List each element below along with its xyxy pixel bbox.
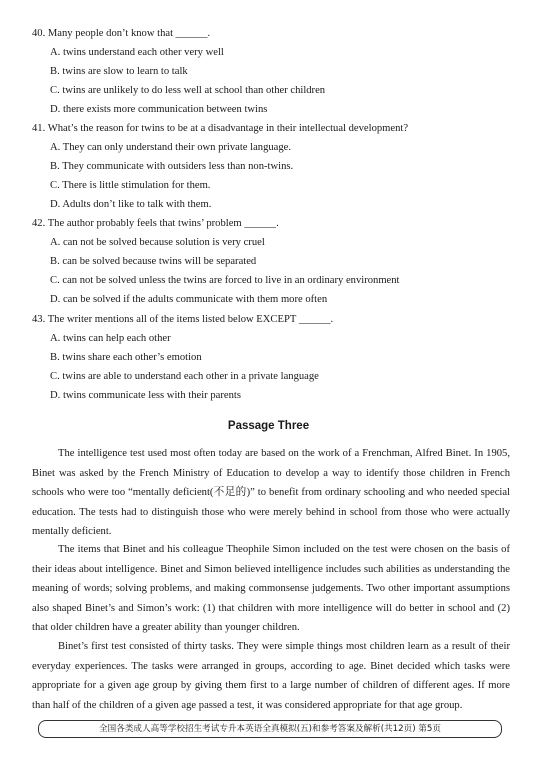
question-41-option-d: D. Adults don’t like to talk with them.: [50, 199, 212, 210]
question-43-option-a: A. twins can help each other: [50, 333, 171, 344]
question-42-stem: 42. The author probably feels that twins’ problem ______.: [32, 218, 279, 229]
question-41-option-b: B. They communicate with outsiders less than non-twins.: [50, 161, 294, 172]
question-43-option-b: B. twins share each other’s emotion: [50, 352, 202, 363]
question-40-stem: 40. Many people don’t know that ______.: [32, 28, 211, 39]
question-43-stem: 43. The writer mentions all of the items listed below EXCEPT ______.: [32, 314, 334, 325]
question-40-option-d: D. there exists more communication between twins: [50, 104, 268, 115]
question-40-option-c: C. twins are unlikely to do less well at school than other children: [50, 85, 326, 96]
question-41-option-c: C. There is little stimulation for them.: [50, 180, 211, 191]
question-42-option-c: C. can not be solved unless the twins are forced to live in an ordinary environment: [50, 275, 400, 286]
passage-paragraph-1: The intelligence test used most often today are based on the work of a Frenchman, Alfred Binet. In 1905, Binet was asked by the French Ministry of Education to develop a way to identify those children in French schools who were too “mentally deficient(不足的)” to benefit from ordinary schooling and who needed special education. The tests had to distinguish those who were merely behind in school from those who were actually mentally deficient.: [32, 448, 510, 537]
question-40-option-a: A. twins understand each other very well: [50, 47, 224, 58]
passage-paragraph-3: Binet’s first test consisted of thirty tasks. They were simple things most children learn as a result of their everyday experiences. The tasks were arranged in groups, according to age. Binet decided which tasks were appropriate for a given age group by giving them first to a large number of children of different ages. If more than half of the children of a given age passed a test, it was considered appropriate for that age group.: [32, 641, 510, 711]
question-42-option-a: A. can not be solved because solution is very cruel: [50, 237, 265, 248]
question-43-option-c: C. twins are able to understand each other in a private language: [50, 371, 319, 382]
question-43-option-d: D. twins communicate less with their parents: [50, 390, 241, 401]
question-42-option-d: D. can be solved if the adults communicate with them more often: [50, 294, 328, 305]
question-41-stem: 41. What’s the reason for twins to be at a disadvantage in their intellectual development?: [32, 123, 409, 134]
question-42-option-b: B. can be solved because twins will be separated: [50, 256, 257, 267]
passage-paragraph-2: The items that Binet and his colleague Theophile Simon included on the test were chosen on the basis of their ideas about intelligence. Binet and Simon believed intelligence includes such abilities as understanding the meaning of words; solving problems, and making commonsense judgements. Two other important assumptions also shaped Binet’s and Simon’s work: (1) that children with more intelligence will do better in school and (2) that older children have a greater ability than younger children.: [32, 544, 510, 633]
question-40-option-b: B. twins are slow to learn to talk: [50, 66, 188, 77]
question-41-option-a: A. They can only understand their own private language.: [50, 142, 292, 153]
passage-title: Passage Three: [227, 420, 310, 432]
page-footer: 全国各类成人高等学校招生考试专升本英语全真模拟(五)和参考答案及解析(共12页) 第5页: [38, 720, 502, 738]
